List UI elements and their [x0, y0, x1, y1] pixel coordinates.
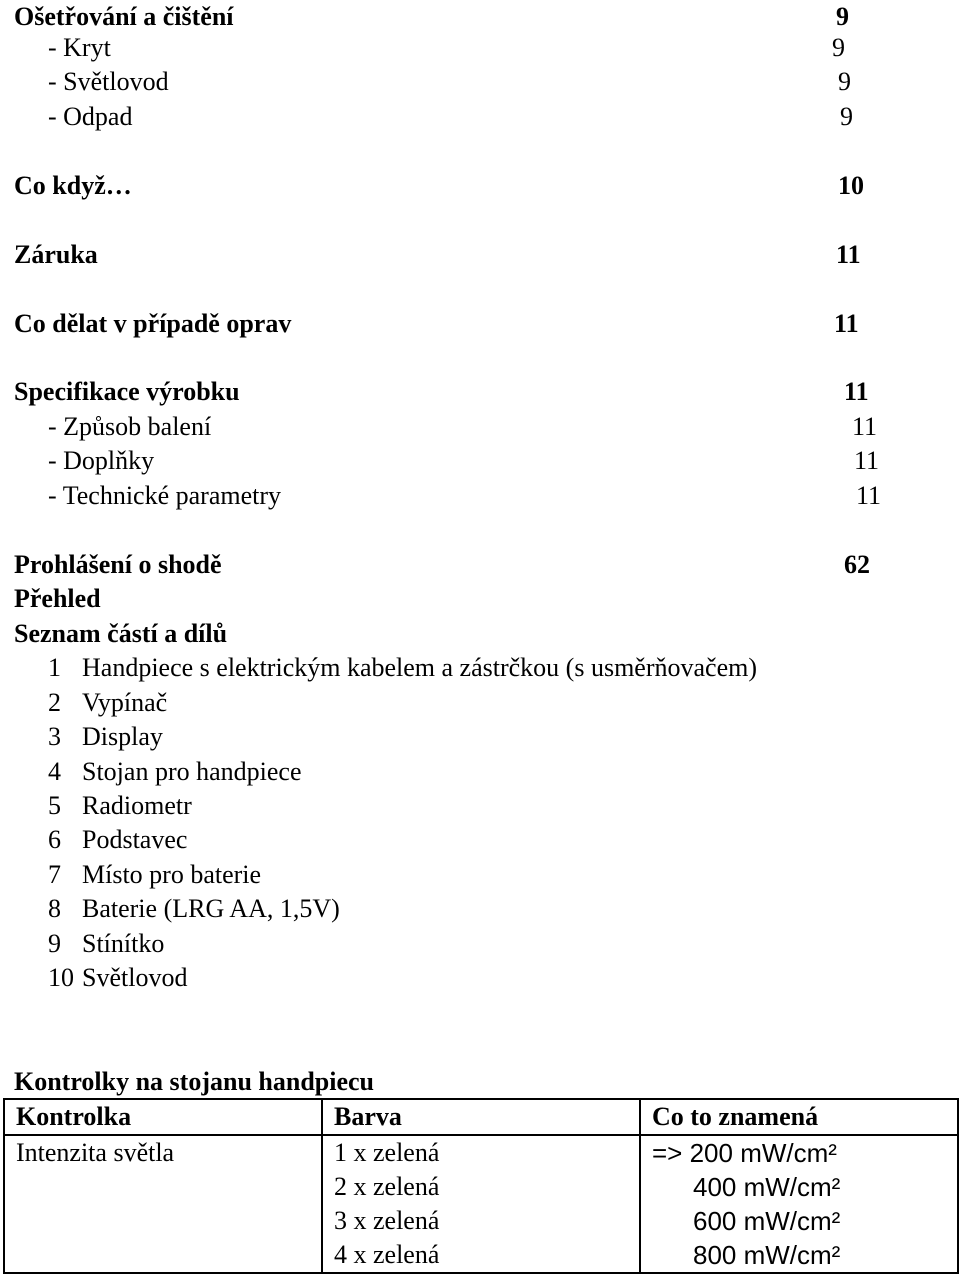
row-label: Intenzita světla: [16, 1138, 175, 1167]
part-name: Radiometr: [82, 791, 192, 820]
part-number: 8: [48, 894, 61, 923]
kontrolky-table: [3, 1098, 959, 1274]
znamena-value: 800 mW/cm²: [693, 1240, 841, 1270]
toc-item-svetlovod: - Světlovod: [48, 67, 169, 96]
part-number: 6: [48, 825, 61, 854]
part-number: 10: [48, 963, 74, 992]
header-barva: Barva: [322, 1099, 640, 1135]
toc-opravy-page: 11: [834, 309, 859, 338]
toc-specifikace-page: 11: [844, 377, 869, 406]
kontrolky-heading: Kontrolky na stojanu handpiecu: [14, 1067, 375, 1096]
part-number: 1: [48, 653, 61, 682]
table-row: [4, 1135, 958, 1273]
cell-barva: [322, 1135, 640, 1273]
toc-item-kryt-page: 9: [832, 33, 845, 62]
cell-intenzita-svetla: [4, 1135, 322, 1273]
part-number: 7: [48, 860, 61, 889]
prehled-heading: Přehled: [14, 584, 101, 613]
toc-specifikace-label: Specifikace výrobku: [14, 377, 240, 406]
znamena-value: 600 mW/cm²: [693, 1206, 841, 1236]
toc-item-doplnky: - Doplňky: [48, 446, 155, 475]
part-name: Stínítko: [82, 929, 165, 958]
toc-co-kdyz-page: 10: [838, 171, 864, 200]
toc-opravy-label: Co dělat v případě oprav: [14, 309, 292, 338]
part-name: Místo pro baterie: [82, 860, 262, 889]
barva-value: 2 x zelená: [334, 1172, 440, 1201]
toc-item-technicke-parametry-page: 11: [856, 481, 882, 510]
part-number: 2: [48, 688, 61, 717]
znamena-value: => 200 mW/cm²: [652, 1138, 837, 1168]
seznam-heading: Seznam částí a dílů: [14, 619, 228, 648]
part-name: Baterie (LRG AA, 1,5V): [82, 894, 340, 923]
toc-zaruka-label: Záruka: [14, 240, 98, 269]
toc-osetrovani-page: 9: [836, 2, 849, 31]
table-header-row: [4, 1099, 958, 1135]
part-number: 9: [48, 929, 61, 958]
toc-prohlaseni-label: Prohlášení o shodě: [14, 550, 222, 579]
znamena-value: 400 mW/cm²: [693, 1172, 841, 1202]
toc-item-zpusob-baleni-page: 11: [852, 412, 878, 441]
header-co-to-znamena: Co to znamená: [640, 1099, 958, 1135]
toc-co-kdyz-label: Co když…: [14, 171, 132, 200]
toc-item-odpad: - Odpad: [48, 102, 133, 131]
barva-value: 1 x zelená: [334, 1138, 440, 1167]
toc-zaruka-page: 11: [836, 240, 861, 269]
toc-item-svetlovod-page: 9: [838, 67, 851, 96]
part-number: 5: [48, 791, 61, 820]
part-name: Stojan pro handpiece: [82, 757, 302, 786]
toc-item-kryt: - Kryt: [48, 33, 111, 62]
toc-item-doplnky-page: 11: [854, 446, 880, 475]
toc-item-zpusob-baleni: - Způsob balení: [48, 412, 212, 441]
part-name: Display: [82, 722, 163, 751]
part-number: 3: [48, 722, 61, 751]
toc-item-technicke-parametry: - Technické parametry: [48, 481, 282, 510]
barva-value: 4 x zelená: [334, 1240, 440, 1269]
toc-osetrovani-label: Ošetřování a čištění: [14, 2, 234, 31]
toc-item-odpad-page: 9: [840, 102, 853, 131]
part-number: 4: [48, 757, 61, 786]
part-name: Světlovod: [82, 963, 188, 992]
toc-prohlaseni-page: 62: [844, 550, 870, 579]
part-name: Podstavec: [82, 825, 188, 854]
header-kontrolka: Kontrolka: [4, 1099, 322, 1135]
cell-co-to-znamena: [640, 1135, 958, 1273]
part-name: Handpiece s elektrickým kabelem a zástrčkou (s usměrňovačem): [82, 653, 757, 682]
barva-value: 3 x zelená: [334, 1206, 440, 1235]
part-name: Vypínač: [82, 688, 168, 717]
